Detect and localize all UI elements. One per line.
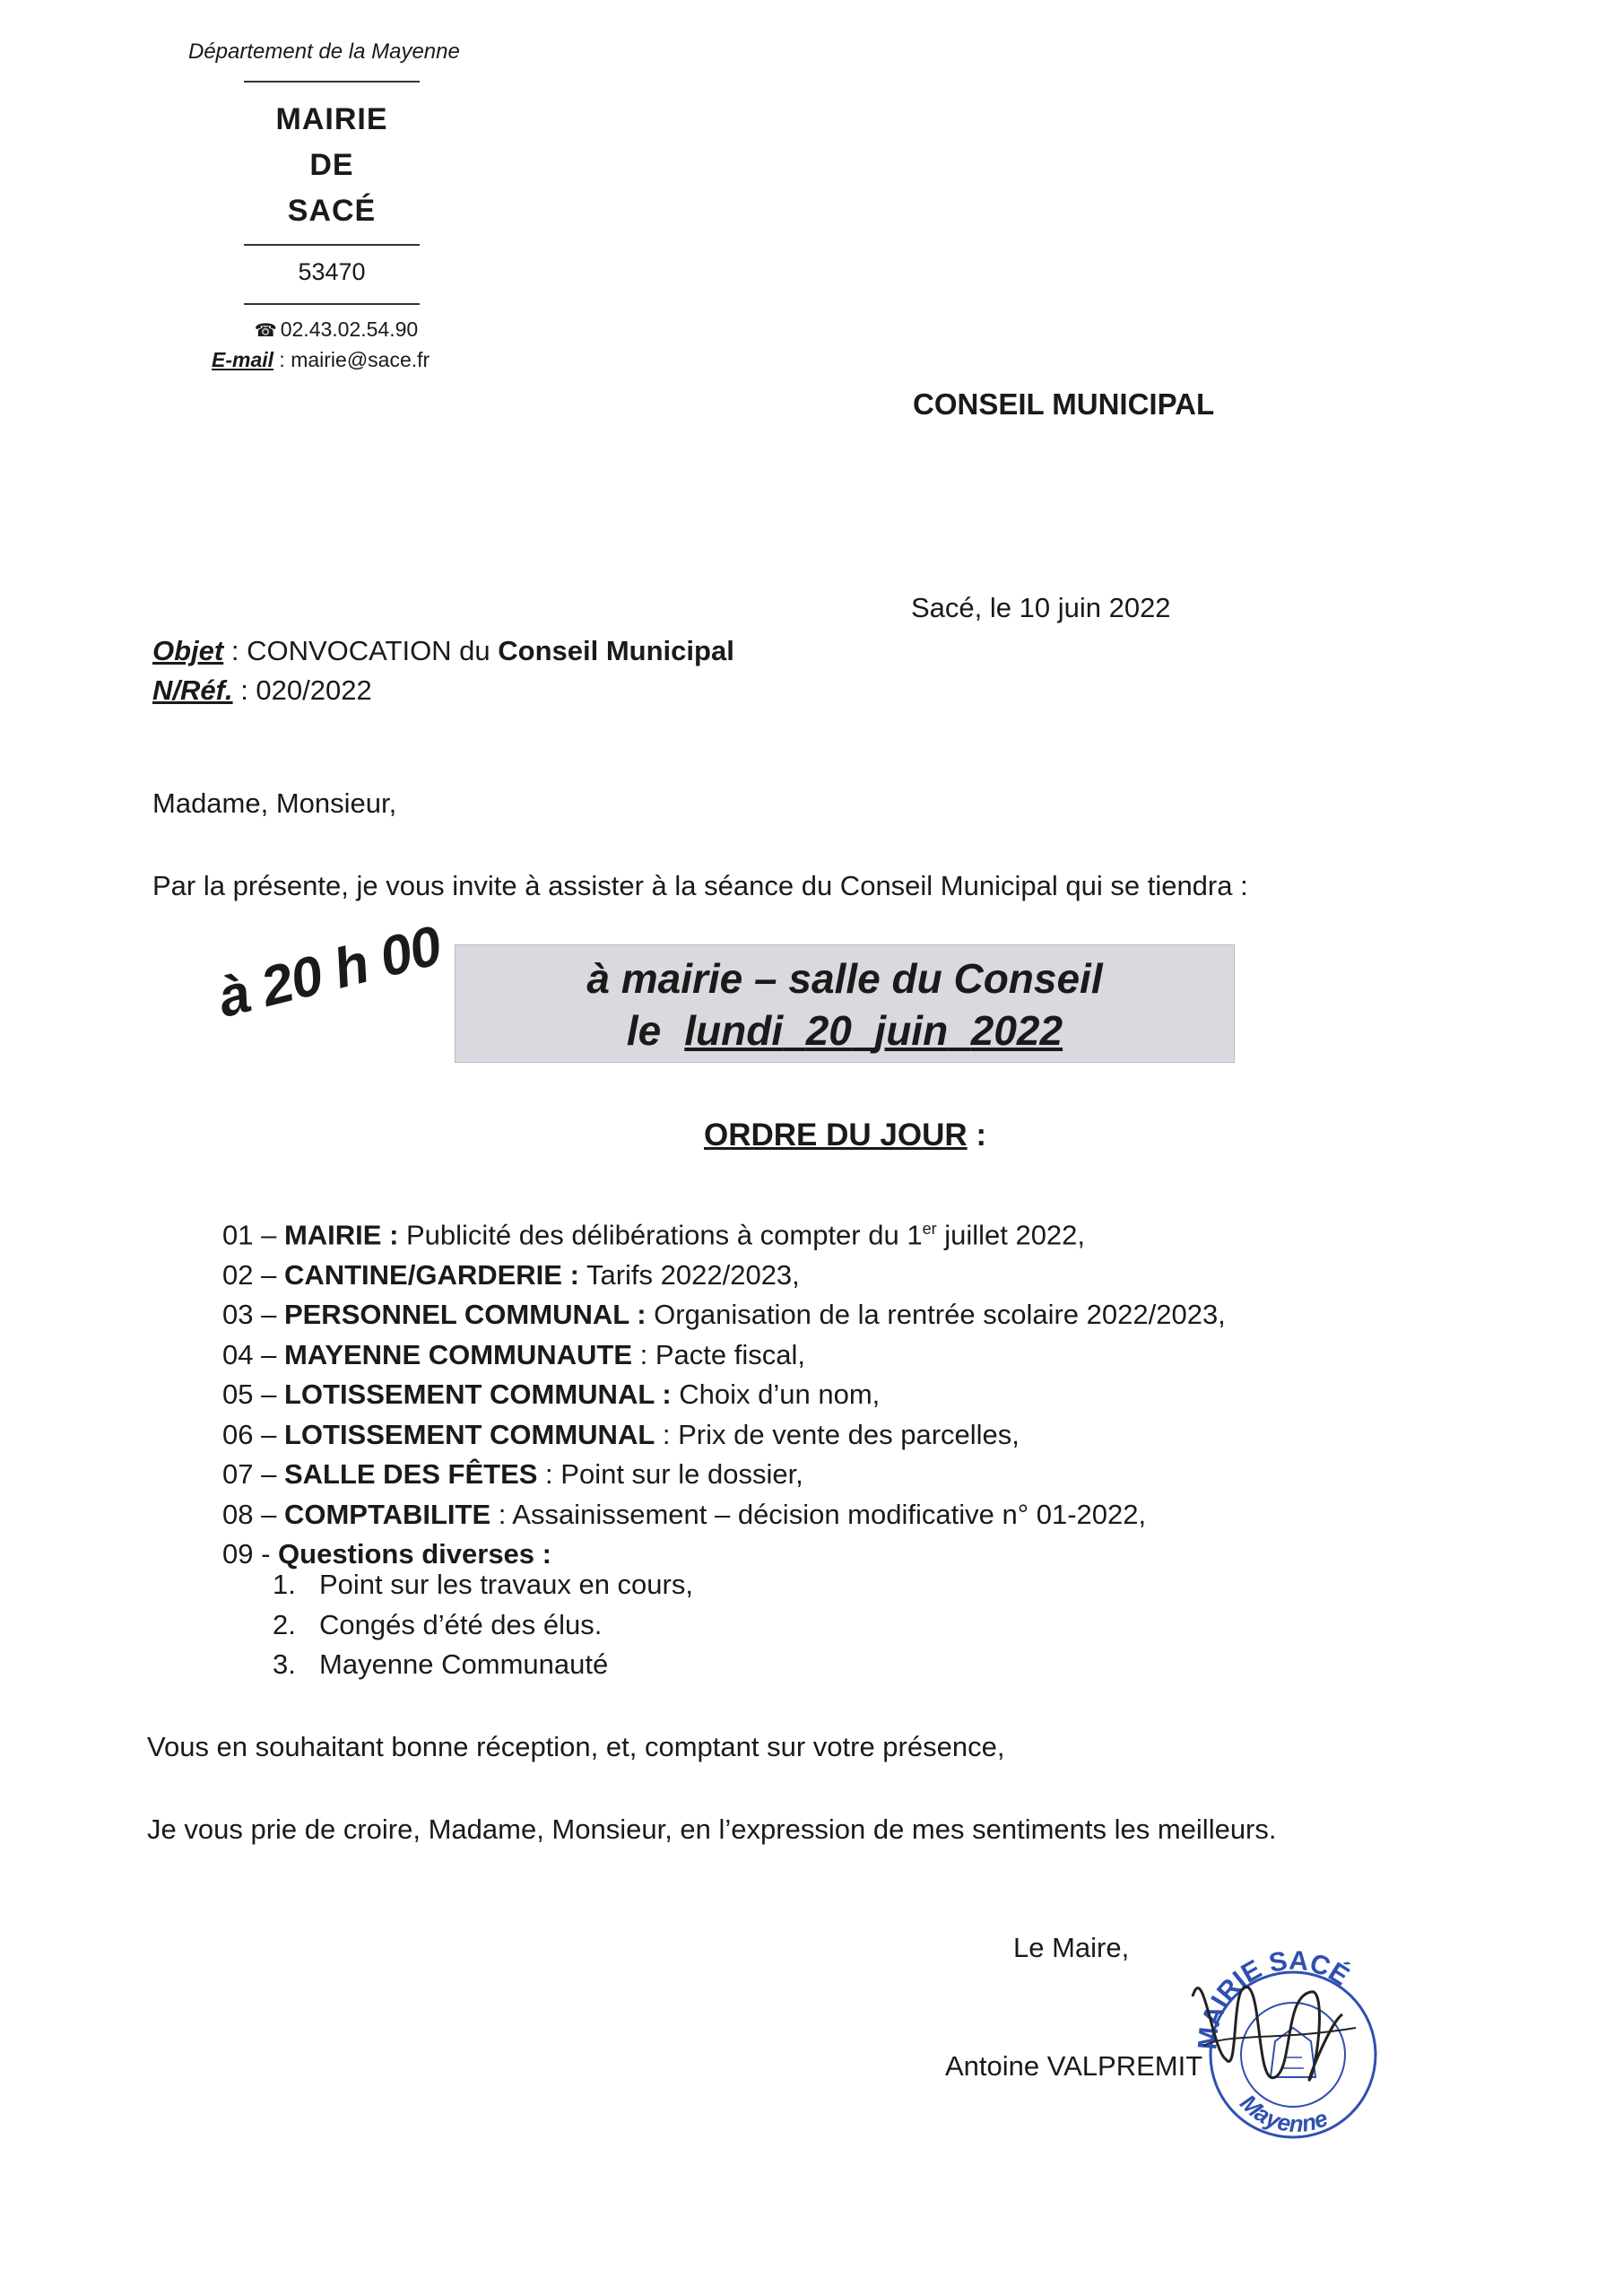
date-day: lundi xyxy=(684,1007,784,1054)
agenda-item: 03 – PERSONNEL COMMUNAL : Organisation de la rentrée scolaire 2022/2023, xyxy=(222,1299,1226,1331)
salutation: Madame, Monsieur, xyxy=(152,787,397,819)
official-stamp-icon xyxy=(1176,1943,1401,2149)
email-address[interactable]: mairie@sace.fr xyxy=(291,348,430,371)
question-item: 3. Mayenne Communauté xyxy=(273,1648,609,1680)
svg-text:MAIRIE SACÉ xyxy=(1193,1945,1355,2050)
agenda-item: 08 – COMPTABILITE : Assainissement – décision modificative n° 01-2022, xyxy=(222,1498,1147,1530)
divider xyxy=(244,81,420,83)
mairie-line: MAIRIE xyxy=(275,102,388,136)
question-item: 1. Point sur les travaux en cours, xyxy=(273,1569,693,1600)
agenda-item: 01 – MAIRIE : Publicité des délibérations à compter du 1er juillet 2022, xyxy=(222,1219,1086,1251)
objet-separator: : xyxy=(223,635,247,666)
date-number: 20 xyxy=(805,1007,852,1054)
stamp-bottom-text: Mayenne xyxy=(1235,2089,1332,2137)
agenda-item: 04 – MAYENNE COMMUNAUTE : Pacte fiscal, xyxy=(222,1338,806,1370)
question-item: 2. Congés d’été des élus. xyxy=(273,1608,603,1640)
signature-title: Le Maire, xyxy=(1013,1932,1130,1963)
agenda-item: 05 – LOTISSEMENT COMMUNAL : Choix d’un nom, xyxy=(222,1378,881,1411)
agenda-item: 02 – CANTINE/GARDERIE : Tarifs 2022/2023, xyxy=(222,1258,800,1291)
agenda-title-suffix: : xyxy=(967,1118,987,1152)
subject-block xyxy=(152,631,734,710)
signer-name: Antoine VALPREMIT xyxy=(945,2050,1203,2082)
ref-separator: : xyxy=(232,674,256,706)
agenda-item: 07 – SALLE DES FÊTES : Point sur le dossier, xyxy=(222,1458,803,1491)
objet-label: Objet xyxy=(152,635,224,666)
objet-text: CONVOCATION du xyxy=(247,635,499,666)
date-prefix: le xyxy=(626,1007,662,1054)
date-year: 2022 xyxy=(970,1007,1063,1054)
phone-line xyxy=(242,317,430,342)
meeting-date-line xyxy=(456,1004,1234,1057)
objet-strong: Conseil Municipal xyxy=(498,635,734,666)
date-month: juin xyxy=(874,1007,949,1054)
agenda-item: 06 – LOTISSEMENT COMMUNAL : Prix de vente des parcelles, xyxy=(222,1418,1020,1450)
agenda-item: 09 - Questions diverses : xyxy=(222,1538,551,1570)
objet-line xyxy=(152,631,734,671)
agenda-list xyxy=(222,1209,1226,1575)
location-line: à mairie – salle du Conseil xyxy=(586,955,1103,1002)
divider xyxy=(244,303,420,305)
ref-label: N/Réf. xyxy=(152,674,233,706)
email-separator: : xyxy=(273,348,291,371)
mairie-line: SACÉ xyxy=(287,194,377,228)
agenda-title xyxy=(704,1118,986,1153)
telephone-icon: ☎ xyxy=(254,321,277,341)
email-label: E-mail xyxy=(212,348,274,371)
document-heading: CONSEIL MUNICIPAL xyxy=(913,387,1215,421)
date-line: Sacé, le 10 juin 2022 xyxy=(911,592,1171,623)
invitation-text: Par la présente, je vous invite à assister à la séance du Conseil Municipal qui se tiendra : xyxy=(152,870,1248,901)
svg-text:Mayenne xyxy=(1235,2089,1332,2137)
mairie-line: DE xyxy=(309,148,354,182)
ref-value: 020/2022 xyxy=(256,674,372,706)
meeting-time: à 20 h 00 xyxy=(212,914,447,1030)
phone-number: 02.43.02.54.90 xyxy=(280,317,419,341)
email-line xyxy=(212,348,430,372)
divider xyxy=(244,244,420,246)
postcode: 53470 xyxy=(298,258,366,285)
ref-line xyxy=(152,671,734,710)
mairie-name xyxy=(242,97,421,234)
location-box xyxy=(455,944,1235,1063)
stamp-top-text: MAIRIE SACÉ xyxy=(1193,1945,1355,2051)
closing-formula: Je vous prie de croire, Madame, Monsieur, en l’expression de mes sentiments les meilleurs. xyxy=(147,1813,1277,1845)
closing-line: Vous en souhaitant bonne réception, et, comptant sur votre présence, xyxy=(147,1731,1005,1762)
questions-list xyxy=(273,1565,693,1685)
department-label: Département de la Mayenne xyxy=(188,39,460,64)
agenda-title-text: ORDRE DU JOUR xyxy=(704,1118,968,1152)
